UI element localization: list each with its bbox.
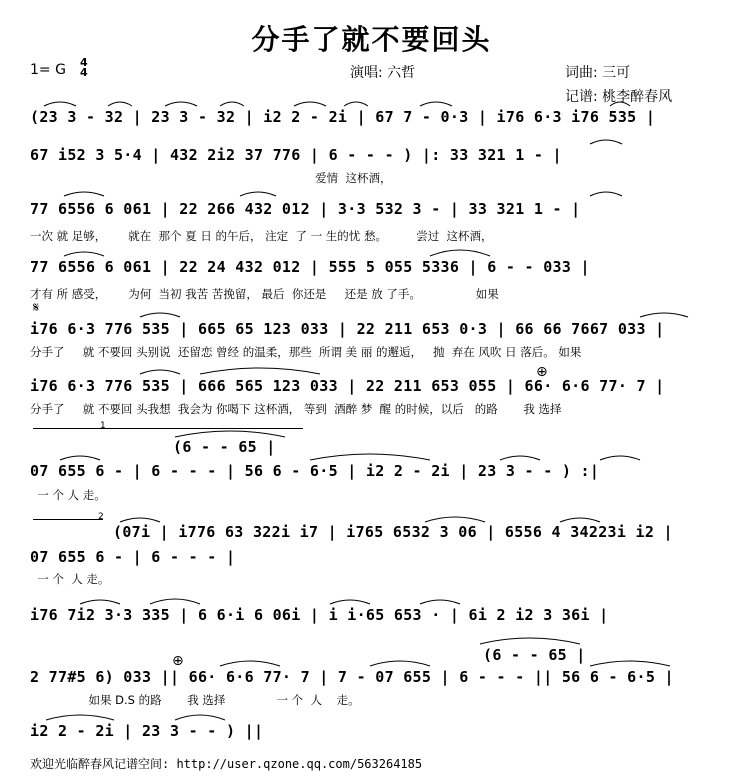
lyrics-line: 一 个 人 走。 (30, 572, 110, 586)
notation-line: 07 655 6 - | 6 - - - | 56 6 - 6·5 | i2 2 - 2i | 23 3 - - ) :| (30, 462, 600, 480)
singer-credit: 演唱: 六哲 (350, 65, 416, 81)
notation-line: 77 6556 6 061 | 22 24 432 012 | 555 5 055 5336 | 6 - - 033 | (30, 258, 590, 276)
lyrics-line: 一次 就 足够， 就在 那个 夏 日 的午后， 注定 了 一 生的忧 愁。 尝过 这杯酒， (30, 229, 493, 243)
key-signature: 1= G (30, 62, 66, 78)
lyrics-line: 如果 D.S 的路 我 选择 一 个 人 走。 (30, 693, 360, 707)
notation-line: 07 655 6 - | 6 - - - | (30, 548, 236, 566)
second-ending-bracket (33, 519, 103, 520)
first-ending-bracket (33, 428, 303, 429)
time-signature (80, 58, 88, 78)
notation-line: (23 3 - 32 | 23 3 - 32 | i2 2 - 2i | 67 7 - 0·3 | i76 6·3 i76 535 | (30, 108, 656, 126)
notation-line: 67 i52 3 5·4 | 432 2i2 37 776 | 6 - - - ) |: 33 321 1 - | (30, 146, 562, 164)
notation-line: 77 6556 6 061 | 22 266 432 012 | 3·3 532 3 - | 33 321 1 - | (30, 200, 581, 218)
notation-line: (07i | i776 63 322i i7 | i765 6532 3 06 | 6556 4 34223i i2 | (113, 523, 673, 541)
notation-line: 2 77#5 6) 033 || 66· 6·6 77· 7 | 7 - 07 655 | 6 - - - || 56 6 - 6·5 | (30, 668, 674, 686)
recorder-credit: 记谱: 桃李醉春风 (565, 89, 673, 105)
notation-line: i76 6·3 776 535 | 666 565 123 033 | 22 211 653 055 | 66· 6·6 77· 7 | (30, 377, 665, 395)
notation-line: i76 7i2 3·3 335 | 6 6·i 6 06i | i i·65 653 · | 6i 2 i2 3 36i | (30, 606, 609, 624)
segno-icon: 𝄋 (33, 300, 40, 316)
second-ending-label: 2 (98, 512, 104, 522)
notation-line: (6 - - 65 | (483, 646, 586, 664)
lyrics-line: 分手了 就 不要回 头我想 我会为 你喝下 这杯酒， 等到 酒醉 梦 醒 的时候，以后 的路 我 选择 (30, 402, 562, 416)
coda-icon: ⊕ (172, 653, 184, 669)
notation-line: i76 6·3 776 535 | 665 65 123 033 | 22 211 653 0·3 | 66 66 7667 033 | (30, 320, 665, 338)
first-ending-label: 1 (100, 421, 106, 431)
footer-credit: 欢迎光临醉春风记谱空间: http://user.qzone.qq.com/563264185 (30, 757, 423, 771)
lyrics-line: 一 个 人 走。 (30, 488, 106, 502)
notation-line: (6 - - 65 | (173, 438, 276, 456)
composer-credit: 词曲: 三可 (565, 65, 631, 81)
song-title: 分手了就不要回头 (251, 23, 492, 56)
lyrics-line: 才有 所 感受， 为何 当初 我苦 苦挽留， 最后 你还是 还是 放 了手。 如果 (30, 287, 499, 301)
time-signature-top: 4 (80, 56, 88, 69)
lyrics-line: 分手了 就 不要回 头别说 还留恋 曾经 的温柔，那些 所谓 美 丽 的邂逅， 抛 弃在 风吹 日 落后。 如果 (30, 345, 582, 359)
coda-icon: ⊕ (536, 364, 548, 380)
lyrics-line: 爱情 这杯酒， (30, 171, 392, 185)
notation-line: i2 2 - 2i | 23 3 - - ) || (30, 722, 264, 740)
time-signature-bottom: 4 (80, 66, 88, 79)
